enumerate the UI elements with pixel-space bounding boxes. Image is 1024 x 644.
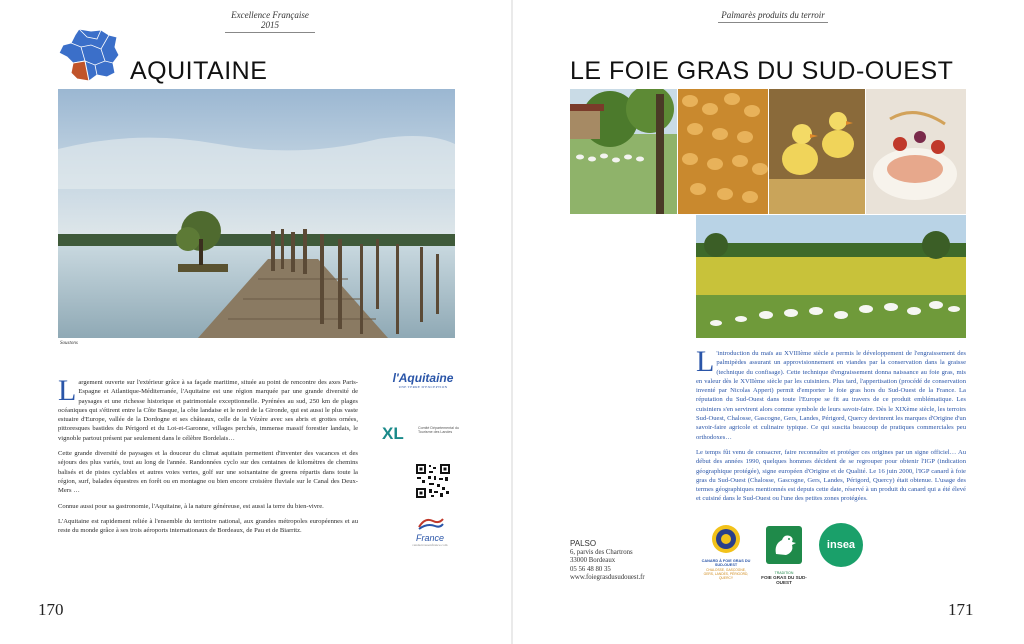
paragraph-text: 'introduction du maïs au XVIIIème siècle a permis le développement de l'engraissement des palmipèdes assurant un approvisionnement en viandes par la conservation dans la graisse (technique du confisage). Cette technique d'engraissement donna naissance au foie gras, mis en valeur dès le XVIIème siècle par les cuisiniers. Plus tard, l'appertisation (procédé de conservation inventé par Nicolas Appert) permit d'emporter le foie gras hors du Sud-Ouest de la France. La réputation du Sud-Ouest dans toute l'Europe se fit au travers de ce produit emblématique. Les cuisiniers s'en servirent alors comme symbole de leurs savoir-faire. Dès le XIXème siècle, les terroirs Sud-Ouest, Chalosse, Gascogne, Gers, Landes, Périgord, Quercy devinrent les marques d'Origine d'un savoir-faire agricole et culinaire typique. Ce qui suscita beaucoup de pratiques commerciales peu orthodoxes…	[696, 350, 966, 441]
right-paragraph-2: Le temps fût venu de consacrer, faire reconnaître et protéger ces origines par un signe officiel… Au début des années 1990, quelques hommes décident de se regrouper pour obtenir l'IGP (indication géographique protégée), signe européen d'Origine et de Qualité. Le 16 juin 2000, l'IGP canard à foie gras du Sud-Ouest (Chalosse, Gascogne, Gers, Landes, Périgord, Quercy) était obtenue. L'usage des termes géographiques mentionnés est depuis cette date, réservé à un produit du canard qui a été élevé et cuisiné dans le Sud-Ouest ou l'une des petites zones protégées.	[696, 448, 966, 503]
france-logo-sub: rendezvousenfrance.com	[412, 543, 448, 547]
contact-address-1: 6, parvis des Chartrons	[570, 548, 633, 556]
aquitaine-logo-text: l'Aquitaine	[392, 371, 454, 385]
left-paragraph-3: Connue aussi pour sa gastronomie, l'Aquitaine, à la nature généreuse, est aussi la terre du bien-vivre.	[58, 502, 324, 510]
photo-caption: Soustons	[60, 341, 78, 346]
right-page	[513, 0, 1024, 644]
left-paragraph-2: Cette grande diversité de paysages et la douceur du climat aquitain permettent d'inventer des vacances et des séjours des plus variés, tout au long de l'année. Randonnées cyclo sur des centaines de kilomètres de chemins balisés et de pistes cyclables et autres voies vertes, golf sur une soixantaine de greens répartis dans toute la région, surf, balades équestres en forêt ou en montagne ou bien encore croisière fluviale sur le Canal des Deux-Mers …	[58, 450, 358, 495]
contact-block	[570, 540, 645, 583]
xl-landes-logo	[382, 424, 462, 444]
label-top-text: TRADITION	[774, 571, 794, 575]
france-logo-text: France	[415, 533, 444, 543]
contact-phone: 05 56 48 80 35	[570, 565, 611, 573]
igp-caption: CANARD À FOIE GRAS DU SUD-OUEST	[701, 559, 751, 568]
left-page	[0, 0, 511, 644]
right-paragraph-1	[696, 345, 966, 442]
left-title: AQUITAINE	[130, 57, 268, 85]
page-number-right: 171	[948, 600, 974, 619]
aquitaine-logo-sub: UNE TERRE D'EXCEPTION	[398, 385, 448, 389]
running-head-text: Palmarès produits du terroir	[721, 10, 825, 20]
left-paragraph-1	[58, 374, 358, 443]
lake-pier-photo	[58, 89, 455, 338]
left-body-text	[58, 374, 358, 541]
duck-label-icon	[764, 524, 804, 566]
france-map-icon	[57, 27, 121, 83]
running-head-text: Excellence Française 2015	[231, 10, 309, 30]
left-paragraph-4: L'Aquitaine est rapidement reliée à l'ensemble du territoire national, aux grandes métropoles européennes et au reste du monde grâce à ses trois aéroports internationaux de Bordeaux, de Pau et de Biarritz.	[58, 517, 358, 535]
xl-logo-caption: Comité Départemental du Tourisme des Landes	[418, 426, 459, 434]
field-ducks-photo	[696, 215, 966, 338]
paragraph-text: argement ouverte sur l'extérieur grâce à sa façade maritime, située au point de rencontre des axes Paris-Espagne et Atlantique-Méditerranée, l'Aquitaine est une région marquée par une grande diversité de paysages et une richesse historique et patrimoniale exceptionnelle. Pyrénées au sud, 250 km de plages océaniques qui s'étirent entre la Côte Basque, la côte landaise et le nord de la Gironde, qui est aussi le plus vaste estuaire d'Europe, vallée de la Dordogne et ses châteaux, celle de la Vézère avec ses abris et grottes ornées, pittoresques bastides du Périgord et du Lot-et-Garonne, villages perchés, immense massif forestier landais, le vignoble partout présent par seulement dans le célèbre Bordelais…	[58, 379, 358, 442]
right-running-head	[718, 10, 828, 23]
dropcap: L	[58, 374, 77, 407]
qr-code-icon	[415, 463, 451, 499]
foie-gras-photo-strip	[570, 89, 966, 214]
left-running-head	[225, 10, 315, 33]
page-number-left: 170	[38, 600, 64, 619]
igp-sub: CHALOSSE, GASCOGNE, GERS, LANDES, PÉRIGORD, QUERCY	[703, 567, 749, 580]
igp-logo	[701, 524, 751, 580]
france-logo-icon	[415, 515, 445, 531]
contact-website[interactable]: www.foiegrasdusudouest.fr	[570, 574, 645, 582]
label-caption: FOIE GRAS DU SUD-OUEST	[761, 575, 807, 585]
insea-logo	[819, 523, 863, 567]
dropcap: L	[696, 345, 715, 378]
right-body-text	[696, 345, 966, 510]
igp-seal-icon	[711, 524, 741, 554]
aquitaine-logo	[388, 371, 458, 389]
sud-ouest-label-logo	[761, 524, 807, 585]
insea-logo-text: insea	[826, 539, 856, 551]
contact-name: PALSO	[570, 539, 597, 548]
france-tourism-logo	[405, 515, 455, 547]
contact-address-2: 33000 Bordeaux	[570, 557, 616, 565]
right-title: LE FOIE GRAS DU SUD-OUEST	[570, 57, 954, 85]
xl-logo-text: XL	[382, 424, 404, 443]
